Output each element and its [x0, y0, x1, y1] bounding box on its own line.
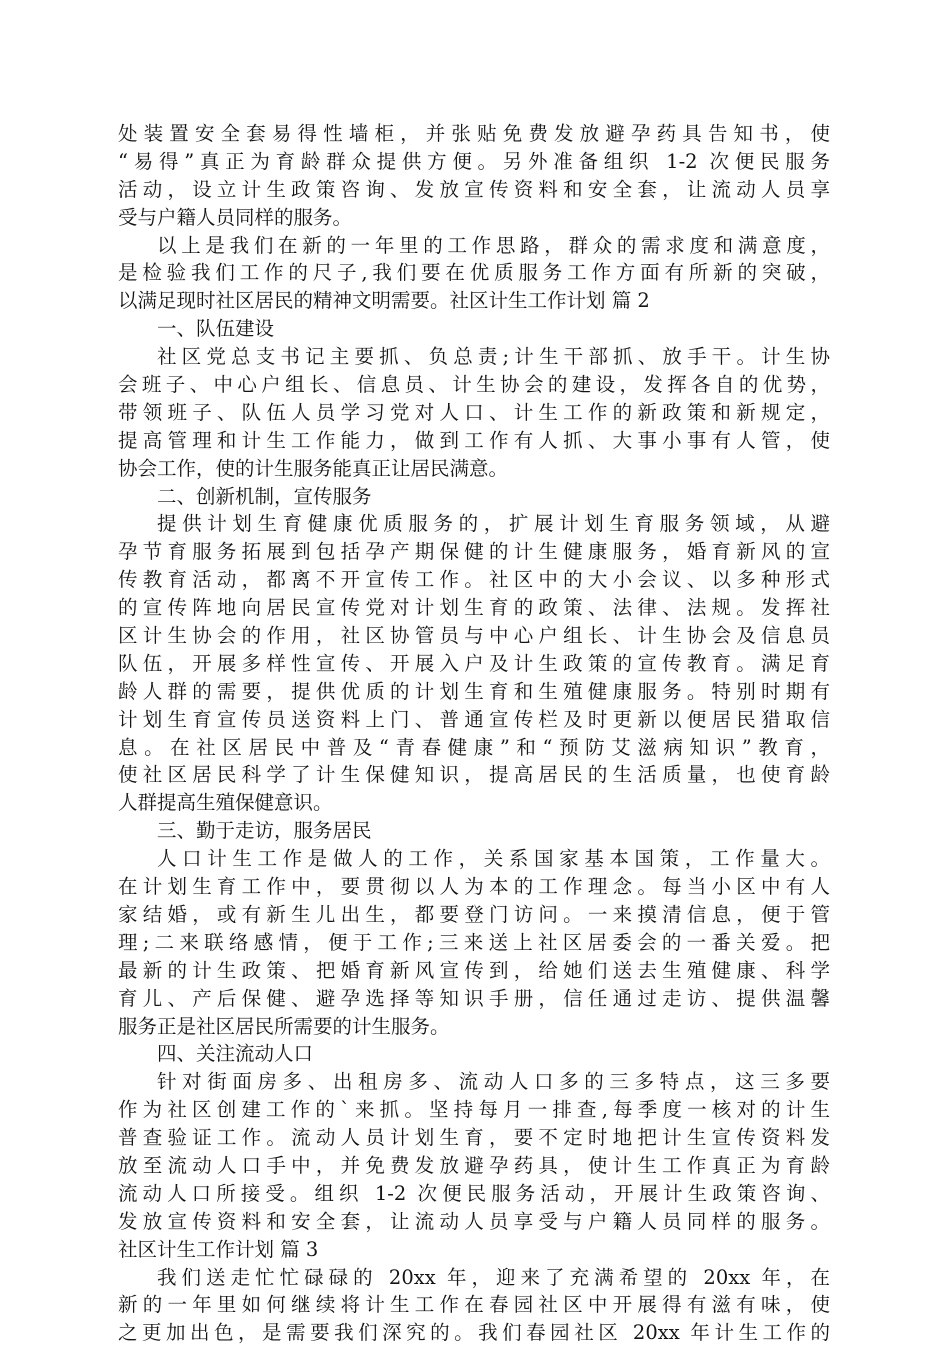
text-line: 提高管理和计生工作能力，做到工作有人抓、大事小事有人管，使 — [118, 428, 830, 452]
text-line: 社区党总支书记主要抓、负总责;计生干部抓、放手干。计生协 — [157, 345, 830, 369]
text-line: 提供计划生育健康优质服务的，扩展计划生育服务领域，从避 — [157, 512, 830, 536]
text-line: 使社区居民科学了计生保健知识，提高居民的生活质量，也使育龄 — [118, 763, 830, 787]
text-line: 队伍，开展多样性宣传、开展入户及计生政策的宣传教育。满足育 — [118, 651, 830, 675]
text-line: 新的一年里如何继续将计生工作在春园社区中开展得有滋有味，使 — [118, 1293, 830, 1317]
text-line: 一、队伍建设 — [157, 317, 275, 341]
text-line: 普查验证工作。流动人员计划生育，要不定时地把计生宣传资料发 — [118, 1126, 830, 1150]
text-line: 四、关注流动人口 — [157, 1042, 314, 1066]
text-line: 二、创新机制，宣传服务 — [157, 484, 372, 508]
document-body — [118, 120, 830, 1347]
text-line: 是检验我们工作的尺子,我们要在优质服务工作方面有所新的突破， — [118, 261, 830, 285]
text-line: 社区计生工作计划 篇 3 — [118, 1237, 319, 1261]
text-line: 以上是我们在新的一年里的工作思路，群众的需求度和满意度， — [157, 233, 830, 257]
text-line: 服务正是社区居民所需要的计生服务。 — [118, 1014, 450, 1038]
text-line: 流动人口所接受。组织 1-2 次便民服务活动，开展计生政策咨询、 — [118, 1181, 830, 1205]
text-line: “易得”真正为育龄群众提供方便。另外准备组织 1-2 次便民服务 — [118, 149, 830, 173]
text-line: 孕节育服务拓展到包括孕产期保健的计生健康服务，婚育新风的宣 — [118, 540, 830, 564]
text-line: 的宣传阵地向居民宣传党对计划生育的政策、法律、法规。发挥社 — [118, 596, 830, 620]
text-line: 我们送走忙忙碌碌的 20xx 年，迎来了充满希望的 20xx 年，在 — [157, 1265, 830, 1289]
text-line: 带领班子、队伍人员学习党对人口、计生工作的新政策和新规定， — [118, 400, 830, 424]
text-line: 活动，设立计生政策咨询、发放宣传资料和安全套，让流动人员享 — [118, 177, 830, 201]
text-line: 放至流动人口手中，并免费发放避孕药具，使计生工作真正为育龄 — [118, 1153, 830, 1177]
text-line: 龄人群的需要，提供优质的计划生育和生殖健康服务。特别时期有 — [118, 679, 830, 703]
text-line: 家结婚，或有新生儿出生，都要登门访问。一来摸清信息，便于管 — [118, 902, 830, 926]
text-line: 协会工作，使的计生服务能真正让居民满意。 — [118, 456, 509, 480]
text-line: 最新的计生政策、把婚育新风宣传到，给她们送去生殖健康、科学 — [118, 958, 830, 982]
text-line: 针对街面房多、出租房多、流动人口多的三多特点，这三多要 — [157, 1070, 830, 1094]
text-line: 计划生育宣传员送资料上门、普通宣传栏及时更新以便居民猎取信 — [118, 707, 830, 731]
text-line: 育儿、产后保健、避孕选择等知识手册，信任通过走访、提供温馨 — [118, 986, 830, 1010]
text-line: 受与户籍人员同样的服务。 — [118, 205, 353, 229]
text-line: 理;二来联络感情，便于工作;三来送上社区居委会的一番关爱。把 — [118, 930, 830, 954]
text-line: 以满足现时社区居民的精神文明需要。社区计生工作计划 篇 2 — [118, 289, 650, 313]
text-line: 人群提高生殖保健意识。 — [118, 791, 333, 815]
text-line: 之更加出色，是需要我们深究的。我们春园社区 20xx 年计生工作的 — [118, 1321, 830, 1345]
text-line: 人口计生工作是做人的工作，关系国家基本国策，工作量大。 — [157, 847, 830, 871]
text-line: 处装置安全套易得性墙柜，并张贴免费发放避孕药具告知书，使 — [118, 122, 830, 145]
text-line: 作为社区创建工作的`来抓。坚持每月一排查,每季度一核对的计生 — [118, 1098, 830, 1122]
text-line: 发放宣传资料和安全套，让流动人员享受与户籍人员同样的服务。 — [118, 1209, 830, 1233]
text-line: 三、勤于走访，服务居民 — [157, 819, 372, 843]
text-line: 会班子、中心户组长、信息员、计生协会的建设，发挥各自的优势， — [118, 373, 830, 397]
text-line: 息。在社区居民中普及“青春健康”和“预防艾滋病知识”教育， — [118, 735, 830, 759]
text-line: 在计划生育工作中，要贯彻以人为本的工作理念。每当小区中有人 — [118, 875, 830, 899]
text-line: 传教育活动，都离不开宣传工作。社区中的大小会议、以多种形式 — [118, 568, 830, 592]
text-line: 区计生协会的作用，社区协管员与中心户组长、计生协会及信息员 — [118, 624, 830, 648]
